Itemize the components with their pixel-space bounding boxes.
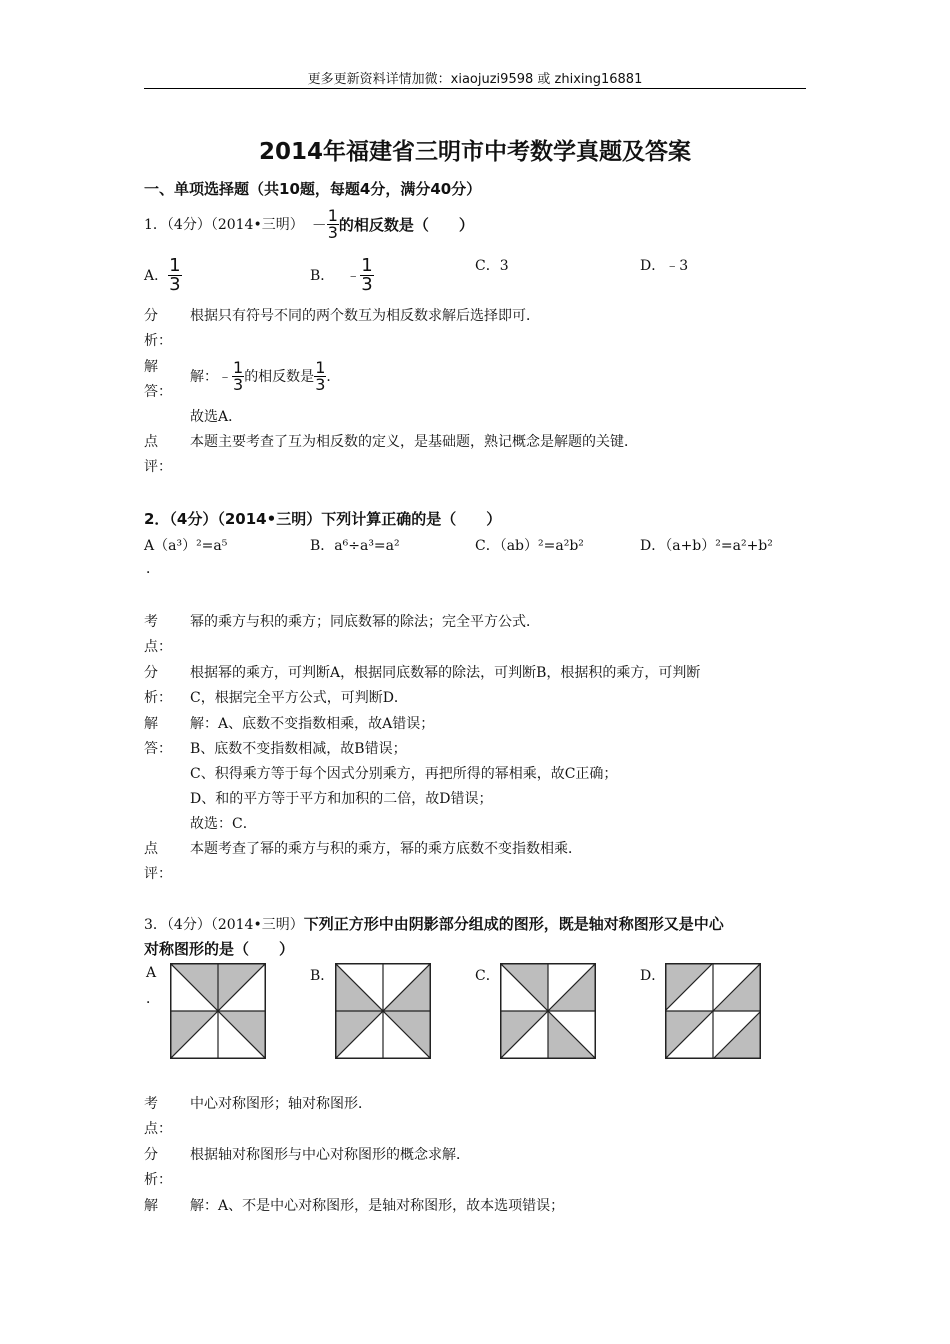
q1-answer-prefix: 解：﹣ [190,369,232,385]
header-divider [144,88,806,89]
q2-label-da: 答： [144,741,172,757]
q1-stem-frac-den: 3 [327,222,338,242]
q1-label-da: 答： [144,384,172,400]
q2-answer-line-5: 故选：C． [190,816,257,832]
q3-label-kao: 考 [144,1096,158,1112]
q1-option-b-fraction [360,254,373,295]
q1-answer-num-1: 1 [233,357,244,377]
q1-option-b-num: 1 [361,254,373,276]
q3-option-c-label[interactable]: C． [475,968,500,984]
q2-option-d[interactable]: D．（a+b）²=a²+b² [640,538,773,554]
q1-option-c[interactable]: C．3 [475,258,509,274]
q2-label-dian: 点： [144,639,172,655]
q2-stem-prefix: 2．（4分）（2014•三明） [144,510,322,528]
q1-option-a-label: A． [144,268,169,284]
q3-answer-line-1: 解：A、不是中心对称图形，是轴对称图形，故本选项错误； [190,1198,565,1214]
q2-option-a-dot: ． [146,561,160,577]
q2-answer-line-1: 解：A、底数不变指数相乘，故A错误； [190,716,435,732]
q1-option-a[interactable] [144,252,182,298]
q3-stem-line-2 [144,938,294,959]
q2-comment: 本题考查了幂的乘方与积的乘方，幂的乘方底数不变指数相乘． [190,841,582,857]
page-header-note: 更多更新资料详情加微：xiaojuzi9598 或 zhixing16881 [307,72,643,87]
q2-label-kao: 考 [144,614,158,630]
q3-option-b-label[interactable]: B． [310,968,335,984]
section-heading: 一、单项选择题（共10题，每题4分，满分40分） [144,180,482,198]
q1-option-b-sign: ﹣ [346,268,361,284]
q2-label-ping: 评： [144,866,172,882]
q3-stem-line-1 [144,913,724,934]
q2-option-b[interactable]: B．a⁶÷a³=a² [310,538,400,554]
q2-option-c[interactable]: C．（ab）²=a²b² [475,538,584,554]
q2-option-a[interactable]: A（a³）²=a⁵ [144,538,228,554]
q3-figure-c[interactable] [500,963,596,1059]
q3-stem-text-2: 对称图形的是（ ） [144,940,295,958]
q1-option-b-label: B． [310,268,335,284]
q3-analysis: 根据轴对称图形与中心对称图形的概念求解． [190,1147,470,1163]
q3-figure-d[interactable] [665,963,761,1059]
q3-stem-text-1: 下列正方形中由阴影部分组成的图形，既是轴对称图形又是中心 [303,915,724,933]
q3-option-d-label[interactable]: D． [640,968,666,984]
q2-answer-line-4: D、和的平方等于平方和加积的二倍，故D错误； [190,791,493,807]
q1-answer-fraction-1 [232,357,244,394]
q1-analysis: 根据只有符号不同的两个数互为相反数求解后选择即可． [190,308,540,324]
q1-stem-sign: － [311,215,327,234]
q1-stem-frac-num: 1 [327,205,338,225]
q1-stem-prefix: 1．（4分）（2014•三明） [144,217,304,233]
q2-label-jie: 解 [144,716,158,732]
q1-label-dian: 点 [144,434,158,450]
document-title: 2014年福建省三明市中考数学真题及答案 [258,139,691,165]
q1-answer-fraction-2 [314,357,326,394]
q1-answer-choice: 故选A． [190,409,243,425]
q1-stem-fraction [327,205,339,242]
q3-option-a-label[interactable]: A [146,965,157,981]
q2-analysis-line-1: 根据幂的乘方，可判断A，根据同底数幂的除法，可判断B，根据积的乘方，可判断 [190,665,701,681]
q3-point: 中心对称图形；轴对称图形． [190,1096,372,1112]
q3-option-a-dot: ． [146,991,160,1007]
q1-answer-num-2: 1 [315,357,326,377]
q1-label-jie: 解 [144,359,158,375]
q3-label-jie: 解 [144,1198,158,1214]
q1-option-d[interactable]: D．﹣3 [640,258,689,274]
q1-answer-den-1: 3 [233,374,244,394]
q1-option-a-fraction [168,254,181,295]
q2-stem [144,508,501,529]
q1-stem [144,204,474,244]
q1-option-a-den: 3 [169,273,181,295]
q2-label-xi: 析： [144,690,172,706]
q1-answer-mid: 的相反数是 [244,369,315,385]
q2-point: 幂的乘方与积的乘方；同底数幂的除法；完全平方公式． [190,614,540,630]
q2-label-dian-2: 点 [144,841,158,857]
q3-label-fen: 分 [144,1147,158,1163]
q1-label-ping: 评： [144,459,172,475]
q2-analysis-line-2: C，根据完全平方公式，可判断D． [190,690,408,706]
q3-label-dian: 点： [144,1121,172,1137]
q3-stem-prefix: 3．（4分）（2014•三明） [144,917,304,933]
q1-option-b[interactable] [310,252,374,298]
q1-option-a-num: 1 [169,254,181,276]
q1-answer [190,356,340,396]
q1-answer-end: ． [326,369,341,385]
q1-option-b-den: 3 [361,273,373,295]
q2-label-fen: 分 [144,665,158,681]
q2-answer-line-2: B、底数不变指数相减，故B错误； [190,741,407,757]
q2-stem-suffix: 下列计算正确的是（ ） [321,510,502,528]
q1-label-xi: 析： [144,333,172,349]
q1-stem-suffix: 的相反数是（ ） [338,215,474,234]
q3-figure-b[interactable] [335,963,431,1059]
q1-answer-den-2: 3 [315,374,326,394]
q1-label-fen: 分 [144,308,158,324]
q2-answer-line-3: C、积得乘方等于每个因式分别乘方，再把所得的幂相乘，故C正确； [190,766,618,782]
q1-comment: 本题主要考查了互为相反数的定义，是基础题，熟记概念是解题的关键． [190,434,638,450]
q3-label-xi: 析： [144,1172,172,1188]
q3-figure-a[interactable] [170,963,266,1059]
